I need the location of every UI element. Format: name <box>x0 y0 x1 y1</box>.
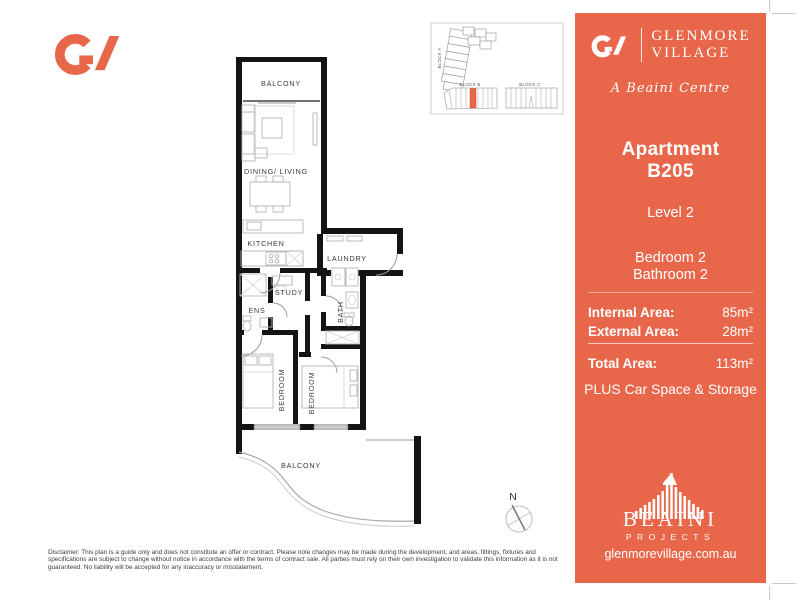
block-a-label: BLOCK A <box>437 47 442 69</box>
compass-north-label: N <box>509 491 517 503</box>
panel-divider-total <box>588 343 753 344</box>
brand-name-line2: VILLAGE <box>651 45 731 61</box>
crop-mark-bottom-vertical <box>769 586 770 600</box>
panel-divider-top <box>588 292 753 293</box>
plus-inclusions-line: PLUS Car Space & Storage <box>584 381 757 397</box>
room-label-ens: ENS <box>248 306 266 315</box>
apartment-number: B205 <box>647 161 694 182</box>
block-b-outline <box>444 88 497 109</box>
bedroom-count: Bedroom 2 <box>635 250 706 266</box>
external-area-value: 28m² <box>722 324 753 339</box>
apartment-title-line1: Apartment <box>621 139 720 160</box>
brand-name-line1: GLENMORE <box>651 28 751 44</box>
room-label-bedroom-1: BEDROOM <box>277 368 286 412</box>
room-label-study: STUDY <box>274 288 304 297</box>
room-label-kitchen: KITCHEN <box>247 239 285 248</box>
room-label-balcony-top: BALCONY <box>261 79 301 88</box>
room-label-bath: BATH <box>336 301 345 323</box>
total-area-value: 113m² <box>715 356 753 371</box>
room-label-dining-living: DINING/ LIVING <box>244 167 308 176</box>
brand-name <box>651 28 750 62</box>
developer-name: BEAINI <box>622 507 719 531</box>
block-c-label: BLOCK C <box>519 82 541 87</box>
bathroom-count: Bathroom 2 <box>633 267 708 283</box>
total-area-row <box>588 356 753 371</box>
level-label: Level 2 <box>647 205 694 221</box>
brand-divider <box>641 28 642 62</box>
highlighted-apartment-marker <box>470 89 476 109</box>
developer-subtitle: PROJECTS <box>625 532 716 542</box>
compass <box>506 491 532 532</box>
block-c-outline <box>506 88 557 108</box>
balcony-curve <box>239 452 414 526</box>
bed-bath-summary <box>575 250 766 284</box>
external-area-row <box>588 324 753 339</box>
room-label-bedroom-2: BEDROOM <box>307 371 316 415</box>
info-panel <box>575 13 766 583</box>
site-map <box>431 23 563 114</box>
crop-mark-bottom-horizontal <box>772 583 796 584</box>
crop-mark-top-vertical <box>769 0 770 12</box>
room-label-balcony-bottom: BALCONY <box>281 461 321 470</box>
apartment-title <box>575 139 766 183</box>
website-url: glenmorevillage.com.au <box>604 547 737 561</box>
internal-area-row <box>588 305 753 320</box>
internal-area-label: Internal Area: <box>588 305 675 320</box>
panel-brand-lockup <box>575 28 766 62</box>
disclaimer-text: Disclaimer: This plan is a guide only and does not constitute an offer or contract. Please note changes may be made during the development, and areas, fittings, fixtures and specifications are subject to change without notice in accordance with the terms of contract sale. All parties must rely on their own investigation to validate this information as it is not guaranteed. No liability will be accepted for any inaccuracy or misstatement. <box>48 549 558 571</box>
external-area-label: External Area: <box>588 324 680 339</box>
block-b-label: BLOCK B <box>459 82 481 87</box>
crop-mark-top-horizontal <box>772 13 796 14</box>
gv-logo-white-icon <box>590 31 632 60</box>
plan-walls <box>236 57 421 524</box>
internal-area-value: 85m² <box>722 305 753 320</box>
total-area-label: Total Area: <box>588 356 658 371</box>
room-label-laundry: LAUNDRY <box>327 254 367 263</box>
brand-tagline: A Beaini Centre <box>610 81 731 96</box>
